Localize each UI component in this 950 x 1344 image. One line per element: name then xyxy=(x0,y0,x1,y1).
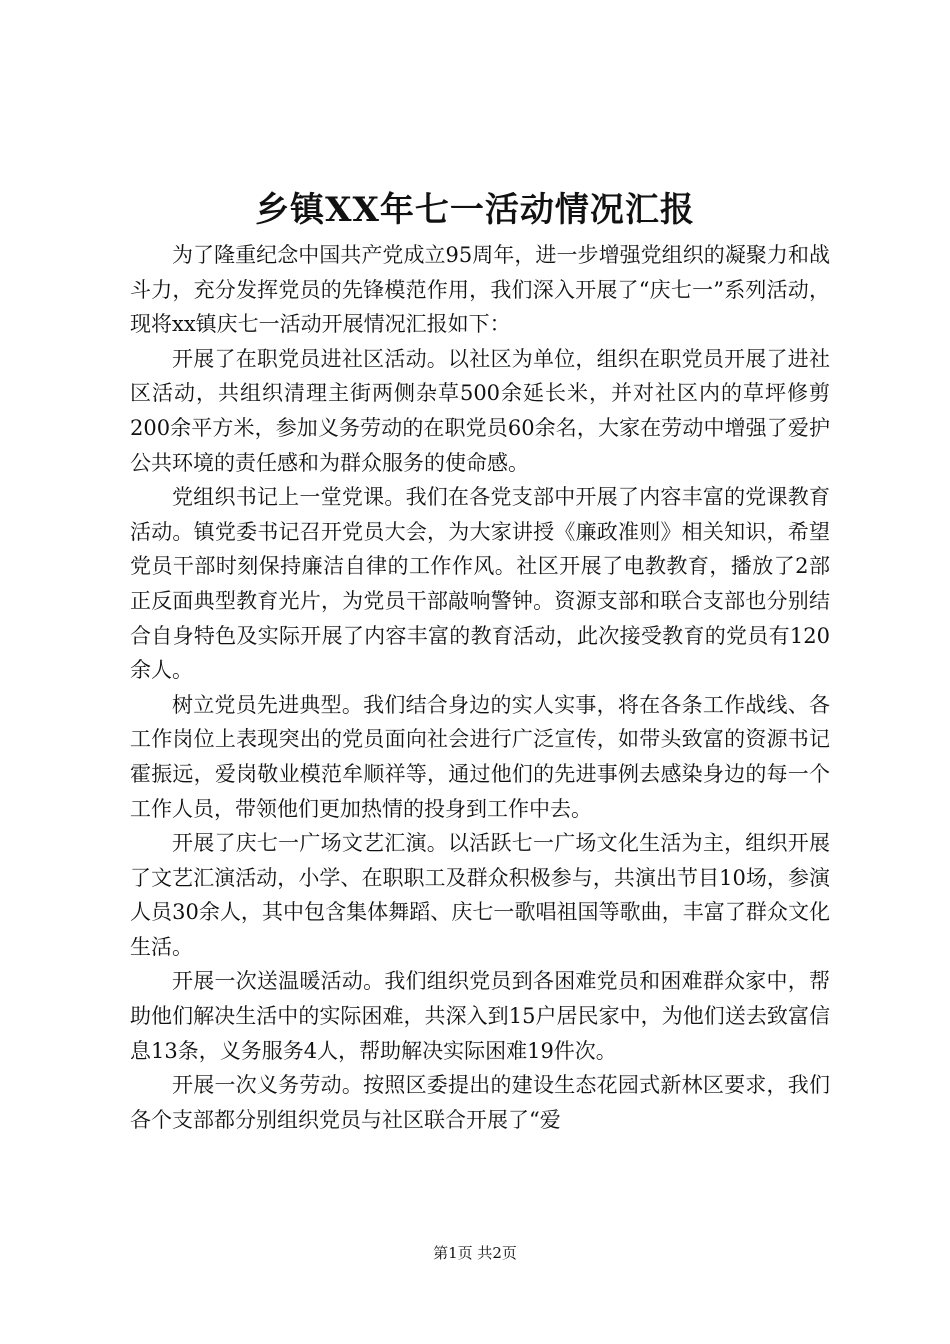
paragraph-warmth-activity: 开展一次送温暖活动。我们组织党员到各困难党员和困难群众家中，帮助他们解决生活中的实际困难，共深入到15户居民家中，为他们送去致富信息13条，义务服务4人，帮助解决实际困难19件次。 xyxy=(130,969,830,1063)
page-number-footer: 第1页 共2页 xyxy=(433,1244,517,1262)
paragraph-intro: 为了隆重纪念中国共产党成立95周年，进一步增强党组织的凝聚力和战斗力，充分发挥党员的先锋模范作用，我们深入开展了“庆七一”系列活动，现将xx镇庆七一活动开展情况汇报如下： xyxy=(130,243,830,337)
paragraph-model-members: 树立党员先进典型。我们结合身边的实人实事，将在各条工作战线、各工作岗位上表现突出的党员面向社会进行广泛宣传，如带头致富的资源书记霍振远，爱岗敬业模范牟顺祥等，通过他们的先进事例去感染身边的每一个工作人员，带领他们更加热情的投身到工作中去。 xyxy=(130,692,830,821)
paragraph-art-performance: 开展了庆七一广场文艺汇演。以活跃七一广场文化生活为主，组织开展了文艺汇演活动，小学、在职职工及群众积极参与，共演出节目10场，参演人员30余人，其中包含集体舞蹈、庆七一歌唱祖国等歌曲，丰富了群众文化生活。 xyxy=(130,831,830,959)
document-title: 乡镇XX年七一活动情况汇报 xyxy=(255,190,695,230)
paragraph-volunteer-labor: 开展一次义务劳动。按照区委提出的建设生态花园式新林区要求，我们各个支部都分别组织党员与社区联合开展了“爱 xyxy=(130,1073,830,1132)
paragraph-community-activity: 开展了在职党员进社区活动。以社区为单位，组织在职党员开展了进社区活动，共组织清理主街两侧杂草500余延长米，并对社区内的草坪修剪200余平方米，参加义务劳动的在职党员60余名，大家在劳动中增强了爱护公共环境的责任感和为群众服务的使命感。 xyxy=(130,346,830,475)
paragraph-party-lecture: 党组织书记上一堂党课。我们在各党支部中开展了内容丰富的党课教育活动。镇党委书记召开党员大会，为大家讲授《廉政准则》相关知识，希望党员干部时刻保持廉洁自律的工作作风。社区开展了电教教育，播放了2部正反面典型教育光片，为党员干部敲响警钟。资源支部和联合支部也分别结合自身特色及实际开展了内容丰富的教育活动，此次接受教育的党员有120余人。 xyxy=(130,485,830,683)
document-body xyxy=(130,238,830,1137)
